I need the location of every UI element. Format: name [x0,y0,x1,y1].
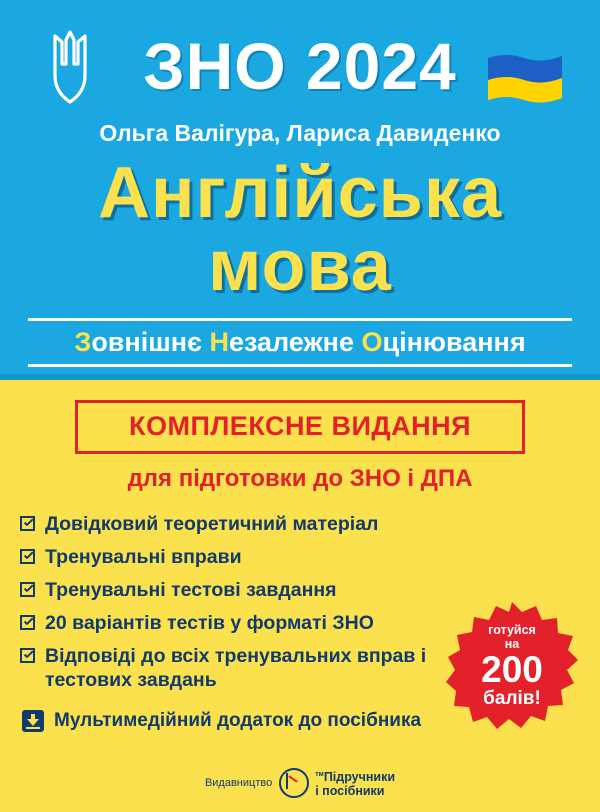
publisher-label: Видавництво [204,777,273,789]
list-item [20,545,490,569]
publisher-name-line-1: Підручники [323,770,396,785]
feature-label: Тренувальні вправи [45,546,242,568]
checkbox-checked-icon [20,648,35,663]
checkbox-checked-icon [20,516,35,531]
list-item [20,578,490,602]
multimedia-note [22,710,421,732]
publisher-logo-icon [279,768,309,798]
cover-header [0,24,600,110]
exam-fullname-cap-z: З [74,327,92,357]
feature-label: Довідковий теоретичний матеріал [45,513,379,535]
exam-fullname-part-1: овнішнє [91,327,210,357]
complex-edition-label: КОМПЛЕКСНЕ ВИДАННЯ [128,411,471,441]
exam-fullname-part-3: цінювання [382,327,526,357]
seal-score: 200 [481,649,543,690]
publisher-name [315,768,395,797]
publisher-name-line-2: і посібники [315,783,385,798]
preparation-line: для підготовки до ЗНО і ДПА [127,465,473,492]
seal-line-2: на [504,637,520,651]
subject-line-2: мова [208,226,392,306]
exam-fullname-cap-o: О [361,327,383,357]
exam-fullname-band [28,318,572,367]
checkbox-checked-icon [20,549,35,564]
subject-title [0,153,600,306]
list-item [20,611,490,635]
authors-line: Ольга Валігура, Лариса Давиденко [99,120,501,146]
feature-label: 20 варіантів тестів у форматі ЗНО [45,612,374,634]
page-title: ЗНО 2024 [143,29,457,103]
publisher-footer [0,768,600,798]
complex-edition-box [75,400,525,454]
exam-fullname-part-2: езалежне [228,327,362,357]
feature-label: Відповіді до всіх тренувальних вправ і тестових завдань [45,645,427,691]
checkbox-checked-icon [20,615,35,630]
list-item [20,644,490,692]
ukraine-flag-icon [486,52,564,104]
exam-fullname-cap-n: Н [209,327,229,357]
list-item [20,512,490,536]
feature-label: Тренувальні тестові завдання [45,579,337,601]
seal-line-1: готуйся [488,623,536,637]
subject-line-1: Англійська [97,153,503,233]
download-icon [22,710,44,732]
features-list [20,512,490,701]
status-badge [446,600,578,732]
trademark-mark: тм [315,771,324,779]
checkbox-checked-icon [20,582,35,597]
seal-line-4: балів! [483,688,541,709]
multimedia-label: Мультимедійний додаток до посібника [54,710,422,731]
